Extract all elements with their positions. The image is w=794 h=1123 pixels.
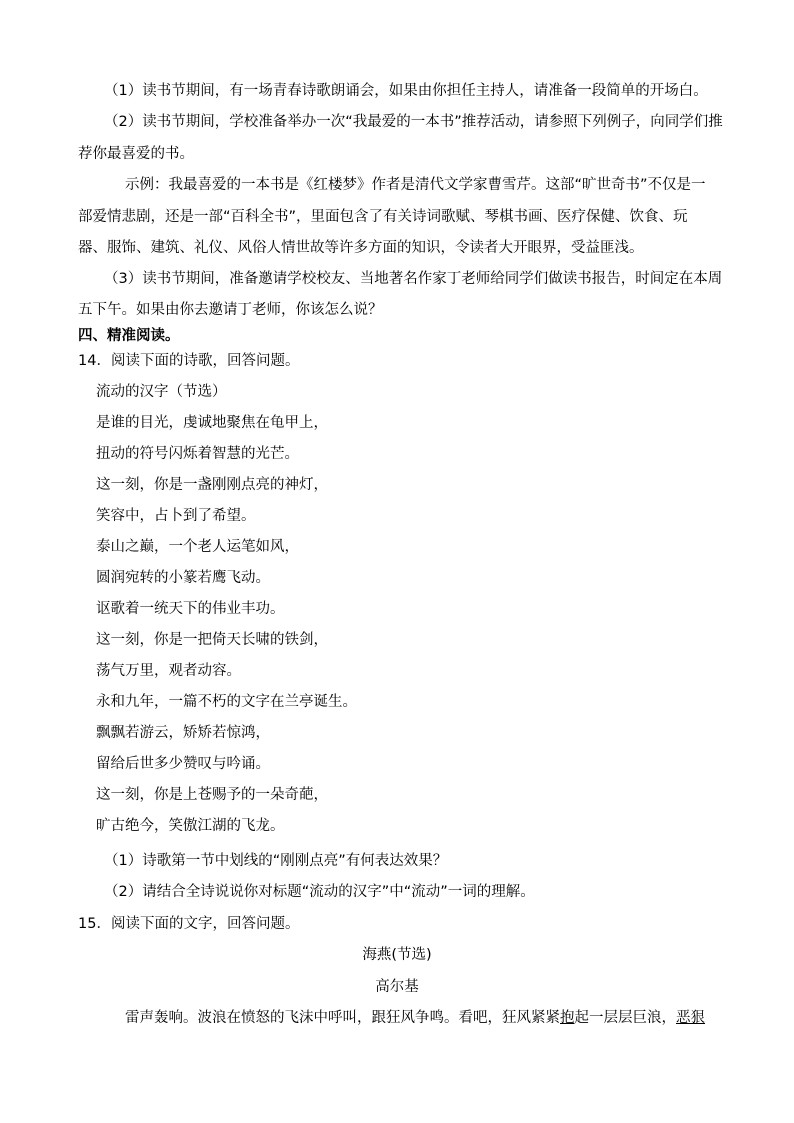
poem-line: 飘飘若游云，矫矫若惊鸿，	[96, 725, 270, 741]
underlined-word-bao: 抱	[560, 1010, 575, 1026]
passage-author: 高尔基	[375, 979, 419, 995]
poem-line: 旷古绝今，笑傲江湖的飞龙。	[96, 818, 285, 834]
poem-line: 是谁的目光，虔诚地聚焦在龟甲上，	[96, 415, 328, 431]
q13-example-line3: 器、服饰、建筑、礼仪、风俗人情世故等许多方面的知识，令读者大开眼界，受益匪浅。	[78, 240, 644, 256]
q13-sub3-line2: 五下午。如果由你去邀请丁老师，你该怎么说？	[78, 302, 383, 318]
q13-sub3-line1: （3）读书节期间，准备邀请学校校友、当地著名作家丁老师给同学们做读书报告，时间定在本周	[104, 271, 723, 287]
poem-line: 永和九年，一篇不朽的文字在兰亭诞生。	[96, 694, 357, 710]
poem-line: 这一刻，你是一盏刚刚点亮的神灯，	[96, 477, 328, 493]
poem-line: 这一刻，你是一把倚天长啸的铁剑，	[96, 632, 328, 648]
poem-line: 笑容中，占卜到了希望。	[96, 508, 256, 524]
section-heading: 四、精准阅读。	[78, 328, 180, 344]
poem-line: 扭动的符号闪烁着智慧的光芒。	[96, 446, 299, 462]
passage-text-b: 起一层层巨浪，	[574, 1010, 676, 1026]
poem-title: 流动的汉字（节选）	[96, 384, 227, 400]
poem-line: 留给后世多少赞叹与吟诵。	[96, 756, 270, 772]
poem-line: 泰山之巅，一个老人运笔如风，	[96, 539, 299, 555]
poem-line: 荡气万里，观者动容。	[96, 663, 241, 679]
underlined-word-ehen: 恶狠	[676, 1010, 705, 1026]
q13-example-line1: 示例：我最喜爱的一本书是《红楼梦》作者是清代文学家曹雪芹。这部“旷世奇书”不仅是一	[125, 177, 706, 193]
passage-title: 海燕(节选)	[362, 947, 432, 963]
q13-example-line2: 部爱情悲剧，还是一部“百科全书”，里面包含了有关诗词歌赋、琴棋书画、医疗保健、饮食、玩	[78, 209, 688, 225]
passage-text-a: 雷声轰响。波浪在愤怒的飞沫中呼叫，跟狂风争鸣。看吧，狂风紧紧	[125, 1010, 560, 1026]
q14-sub2: （2）请结合全诗说说你对标题“流动的汉字”中“流动”一词的理解。	[104, 884, 535, 900]
poem-line: 这一刻，你是上苍赐予的一朵奇葩，	[96, 787, 328, 803]
passage-text-line1	[125, 1009, 705, 1027]
poem-line: 圆润宛转的小篆若鹰飞动。	[96, 570, 270, 586]
q14-sub1: （1）诗歌第一节中划线的“刚刚点亮”有何表达效果？	[104, 853, 448, 869]
q15-intro: 15．阅读下面的文字，回答问题。	[78, 916, 300, 932]
q14-intro: 14．阅读下面的诗歌，回答问题。	[78, 353, 300, 369]
q13-sub1: （1）读书节期间，有一场青春诗歌朗诵会，如果由你担任主持人，请准备一段简单的开场白。	[104, 83, 708, 99]
q13-sub2-line2: 荐你最喜爱的书。	[78, 146, 194, 162]
poem-line: 讴歌着一统天下的伟业丰功。	[96, 601, 285, 617]
q13-sub2-line1: （2）读书节期间，学校准备举办一次“我最爱的一本书”推荐活动，请参照下列例子，向同学们推	[104, 114, 723, 130]
